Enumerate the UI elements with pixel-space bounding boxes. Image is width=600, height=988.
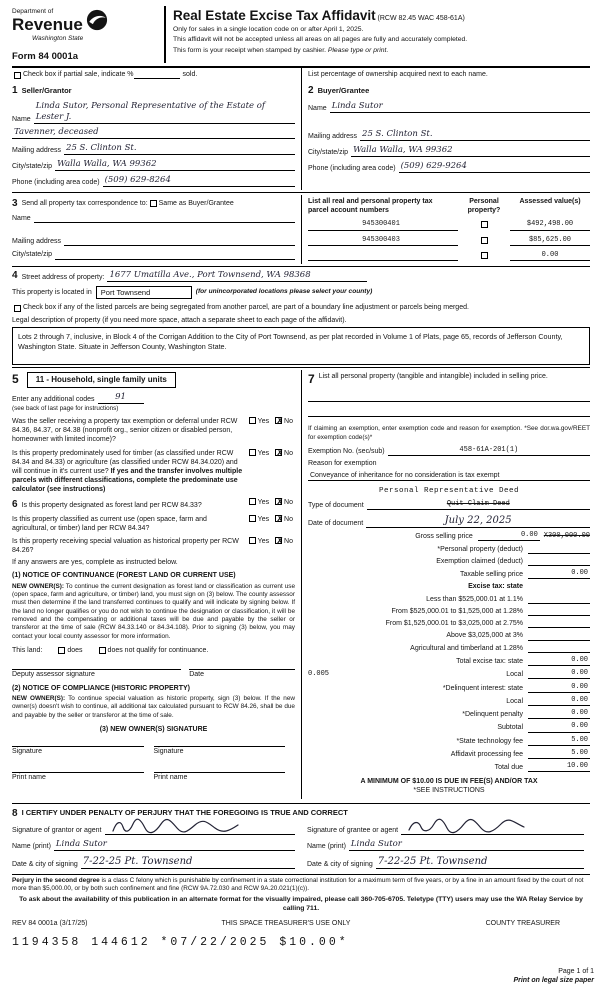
dor-logo-icon bbox=[86, 9, 108, 34]
corr-mailing-field[interactable] bbox=[64, 237, 295, 246]
receipt-note: This form is your receipt when stamped by cashier. bbox=[173, 46, 328, 54]
deputy-assessor-row bbox=[12, 659, 295, 679]
does-checkbox[interactable] bbox=[58, 647, 65, 654]
grantor-signature-field[interactable] bbox=[105, 826, 295, 835]
exemption-deferral-question bbox=[12, 417, 295, 444]
middle-section bbox=[12, 370, 590, 799]
new-owners-signature-title: (3) NEW OWNER(S) SIGNATURE bbox=[99, 726, 208, 734]
signature-label: Signature bbox=[153, 748, 184, 756]
local-rate-value: 0.005 bbox=[308, 670, 330, 679]
correspondence-label: Send all property tax correspondence to: bbox=[21, 200, 148, 208]
assessed-value-field[interactable]: $492,498.00 bbox=[510, 220, 590, 230]
q2-yes-checkbox[interactable] bbox=[249, 449, 256, 456]
bracket-1-field[interactable] bbox=[528, 596, 590, 604]
current-use-yes-checkbox[interactable] bbox=[249, 515, 256, 522]
partial-sale-checkbox[interactable] bbox=[14, 72, 21, 79]
dept-of-label: Department of bbox=[12, 8, 54, 15]
new-owner-printname-field[interactable] bbox=[12, 762, 144, 773]
subtotal-field[interactable]: 0.00 bbox=[528, 722, 590, 732]
property-section bbox=[12, 269, 590, 365]
no-label: No bbox=[284, 538, 293, 546]
personal-property-cell bbox=[458, 221, 510, 230]
notice-continuance-text: To continue the current designation as forest land or classification as current use (open space, farm and agriculture, or timber) land, you must sign on (3) below. The county assessor must then determine if the land transferred continues to qualify and will indicate by signing below. If the land no longer qualifies or you do not wish to continue the designation or classification, it will be removed and the compensating or additional taxes will be due and payable by the seller or transferor at the time of sale (RCW 84.33.140 or 84.34.108). Prior to signing (3) below, you may contact your local county assessor for more information. bbox=[12, 582, 295, 640]
washington-state-label: Washington State bbox=[32, 35, 84, 43]
exemption-claimed-field[interactable] bbox=[528, 558, 590, 566]
total-excise-state-label: Total excise tax: state bbox=[456, 658, 523, 666]
seller-csz-field[interactable]: Walla Walla, WA 99362 bbox=[55, 159, 295, 171]
type-of-document-field[interactable] bbox=[367, 499, 590, 510]
corr-name-label: Name bbox=[12, 215, 31, 223]
correspondence-parcels-section bbox=[12, 195, 590, 263]
forest-yes-checkbox[interactable] bbox=[249, 498, 256, 505]
minimum-due-note: A MINIMUM OF $10.00 IS DUE IN FEE(S) AND/OR TAX bbox=[360, 778, 538, 786]
segregated-checkbox[interactable] bbox=[14, 305, 21, 312]
grantor-date-city-field[interactable]: 7-22-25 Pt. Townsend bbox=[81, 855, 295, 869]
new-owner-signature-field[interactable] bbox=[154, 736, 286, 747]
no-label: No bbox=[284, 499, 293, 507]
parcel-number-field[interactable]: 945300403 bbox=[308, 236, 458, 246]
total-excise-state-field[interactable]: 0.00 bbox=[528, 656, 590, 666]
this-land-label: This land: bbox=[12, 646, 43, 654]
q2-no-checkbox[interactable]: ✗ bbox=[276, 447, 284, 458]
buyer-name-field[interactable]: Linda Sutor bbox=[330, 101, 590, 113]
any-yes-note: If any answers are yes, complete as instructed below. bbox=[12, 559, 178, 567]
personal-property-checkbox[interactable] bbox=[481, 237, 488, 244]
assessed-value-field[interactable]: $85,625.00 bbox=[510, 236, 590, 246]
right-column bbox=[301, 370, 590, 799]
buyer-mailing-label: Mailing address bbox=[308, 132, 358, 140]
buyer-mailing-field[interactable]: 25 S. Clinton St. bbox=[360, 129, 590, 141]
date-of-document-label: Date of document bbox=[308, 519, 364, 527]
delinquent-interest-state-label: *Delinquent interest: state bbox=[442, 684, 523, 692]
title-block bbox=[164, 6, 590, 63]
historic-yes-checkbox[interactable] bbox=[249, 537, 256, 544]
new-owner-signatures bbox=[12, 736, 295, 782]
current-use-no-checkbox[interactable]: ✗ bbox=[276, 514, 284, 525]
agency-block bbox=[12, 6, 164, 63]
divider bbox=[12, 192, 590, 193]
q1-no-checkbox[interactable]: ✗ bbox=[276, 416, 284, 427]
parcel-row bbox=[308, 236, 590, 246]
date-of-document-field[interactable]: July 22, 2025 bbox=[366, 514, 590, 528]
seller-grantor-block bbox=[12, 82, 301, 190]
exemption-no-field[interactable]: 458-61A-201(1) bbox=[388, 446, 590, 456]
print-name-label: Print name bbox=[153, 774, 188, 782]
grantee-name-label: Name (print) bbox=[307, 842, 346, 850]
section-4-number: 4 bbox=[12, 269, 18, 281]
section-3-number: 3 bbox=[12, 198, 18, 210]
grantor-signature-label: Signature of grantor or agent bbox=[12, 826, 102, 834]
affidavit-processing-fee-label: Affidavit processing fee bbox=[450, 751, 523, 758]
ownership-note: List percentage of ownership acquired next to each name. bbox=[301, 68, 590, 82]
predominate-use-text-a: Is this property predominately used for timber (as classified under RCW 84.34 and 84.33) or agriculture (as classified under RCW 84.34.020) and will continue in it's current use? bbox=[12, 449, 238, 475]
parcel-numbers-header: List all real and personal property tax parcel account numbers bbox=[308, 198, 433, 215]
does-label: does bbox=[67, 646, 83, 654]
yes-label: Yes bbox=[257, 499, 270, 507]
deputy-date-label: Date bbox=[189, 670, 205, 678]
bracket-2-label: From $525,000.01 to $1,525,000 at 1.28% bbox=[391, 607, 523, 615]
bracket-3-field[interactable] bbox=[528, 620, 590, 628]
personal-property-checkbox[interactable] bbox=[481, 221, 488, 228]
legal-description-field[interactable]: Lots 2 through 7, inclusive, in Block 4 of the Corrigan Addition to the City of Port Townsend, as per plat recorded in Volume 1 of Plats, page 65, records of Jefferson County, Washington State. Situate in Jefferson County, Washington State. bbox=[12, 327, 590, 365]
form-header bbox=[12, 6, 590, 68]
sold-label: sold. bbox=[182, 70, 198, 78]
deputy-signature-field[interactable] bbox=[12, 659, 181, 670]
agricultural-timberland-field[interactable] bbox=[528, 645, 590, 653]
section-1-number: 1 bbox=[12, 84, 18, 96]
no-label: No bbox=[284, 516, 293, 524]
rev-number: REV 84 0001a (3/17/25) bbox=[12, 920, 88, 928]
notice-compliance-title: (2) NOTICE OF COMPLIANCE (HISTORIC PROPERTY) bbox=[12, 685, 190, 693]
grantor-date-city-label: Date & city of signing bbox=[12, 860, 78, 868]
print-legal-size-note: Print on legal size paper bbox=[513, 976, 594, 984]
notice-compliance-body bbox=[12, 695, 295, 720]
gross-selling-price-row bbox=[308, 531, 590, 541]
additional-codes-note: (see back of last page for instructions) bbox=[12, 405, 119, 413]
partial-sale-label: Check box if partial sale, indicate % bbox=[23, 70, 134, 78]
type-of-document-label: Type of document bbox=[308, 501, 364, 509]
header-note-3 bbox=[173, 47, 590, 56]
predominate-use-question bbox=[12, 449, 295, 494]
yes-label: Yes bbox=[257, 418, 270, 426]
partial-sale-left bbox=[12, 68, 301, 82]
page-indicator: Page 1 of 1 bbox=[558, 967, 594, 975]
gross-selling-price-label: Gross selling price bbox=[415, 533, 473, 541]
historic-property-question bbox=[12, 537, 295, 555]
section-6-number: 6 bbox=[12, 499, 18, 511]
personal-property-intro: List all personal property (tangible and intangible) included in selling price. bbox=[318, 372, 548, 380]
grantor-name-label: Name (print) bbox=[12, 842, 51, 850]
deputy-date-field[interactable] bbox=[189, 659, 295, 670]
cashier-stamp: 1194358 144612 *07/22/2025 $10.00* bbox=[12, 936, 349, 950]
personal-property-field[interactable] bbox=[308, 406, 590, 417]
buyer-phone-field[interactable]: (509) 629-9264 bbox=[399, 161, 590, 173]
bracket-2-field[interactable] bbox=[528, 608, 590, 616]
seller-name-label: Name bbox=[12, 115, 31, 123]
does-not-label: does not qualify for continuance. bbox=[107, 646, 209, 654]
yes-label: Yes bbox=[257, 449, 270, 457]
reason-for-exemption-label: Reason for exemption bbox=[308, 460, 377, 467]
taxable-selling-price-label: Taxable selling price bbox=[459, 571, 523, 579]
delinquent-penalty-field[interactable]: 0.00 bbox=[528, 709, 590, 719]
no-label: No bbox=[284, 418, 293, 426]
additional-codes-field[interactable]: 91 bbox=[98, 392, 144, 404]
header-note-1: Only for sales in a single location code on or after April 1, 2025. bbox=[173, 26, 364, 34]
see-instructions-note: *SEE INSTRUCTIONS bbox=[413, 787, 485, 795]
land-qualify-row bbox=[12, 646, 295, 655]
bracket-4-field[interactable] bbox=[528, 633, 590, 641]
crossed-out-document-type: Quit Claim Deed bbox=[446, 499, 510, 508]
gross-selling-price-field[interactable]: 0.00 bbox=[478, 531, 540, 541]
section-7-number: 7 bbox=[308, 371, 315, 386]
revenue-wordmark: Revenue bbox=[12, 15, 83, 35]
located-in-label: This property is located in bbox=[12, 289, 92, 297]
divider bbox=[12, 367, 590, 368]
predominate-use-text bbox=[12, 449, 247, 494]
seller-title: Seller/Grantor bbox=[21, 85, 72, 95]
grantee-signature-scribble bbox=[407, 818, 527, 836]
parcels-header-row bbox=[308, 197, 590, 215]
bracket-3-label: From $1,525,000.01 to $3,025,000 at 2.75% bbox=[385, 620, 523, 628]
personal-property-checkbox[interactable] bbox=[481, 252, 488, 259]
new-owner-signature-field[interactable] bbox=[12, 736, 144, 747]
local-tax-field[interactable]: 0.00 bbox=[528, 669, 590, 679]
corr-mailing-label: Mailing address bbox=[12, 238, 62, 246]
section-5-number: 5 bbox=[12, 372, 19, 387]
section-2-number: 2 bbox=[308, 84, 314, 96]
grantee-name-field[interactable]: Linda Sutor bbox=[349, 839, 584, 851]
forest-no-checkbox[interactable]: ✗ bbox=[276, 497, 284, 508]
does-not-checkbox[interactable] bbox=[99, 647, 106, 654]
notice-continuance-body bbox=[12, 583, 295, 641]
no-label: No bbox=[284, 449, 293, 457]
buyer-csz-field[interactable]: Walla Walla, WA 99362 bbox=[351, 145, 590, 157]
street-address-field[interactable]: 1677 Umatilla Ave., Port Townsend, WA 98368 bbox=[107, 270, 367, 282]
same-as-buyer-label: Same as Buyer/Grantee bbox=[158, 200, 234, 208]
forest-land-question bbox=[12, 498, 295, 511]
personal-property-cell bbox=[458, 252, 510, 261]
current-use-text: Is this property classified as current use (open space, farm and agricultural, or timber) land per RCW 84.34? bbox=[12, 516, 207, 533]
deputy-signature-label: Deputy assessor signature bbox=[12, 670, 95, 678]
type-or-print-note: Please type or print. bbox=[327, 46, 389, 54]
q1-yes-checkbox[interactable] bbox=[249, 417, 256, 424]
print-name-label: Print name bbox=[12, 774, 46, 782]
parcel-row bbox=[308, 220, 590, 230]
divider bbox=[12, 874, 590, 875]
delinquent-interest-local-field[interactable]: 0.00 bbox=[528, 696, 590, 706]
perjury-rest: is a class C felony which is punishable by confinement in a state correctional institution for a maximum term of five years, or by a fine in an amount fixed by the court of not more than $5,000.00, or by both such confinement and fine (RCW 9A.72.030 and RCW 9A.20.021(1)(c)). bbox=[12, 876, 584, 893]
additional-codes-label: Enter any additional codes bbox=[12, 396, 95, 403]
parcel-number-field[interactable]: 945300401 bbox=[308, 220, 458, 230]
personal-property-deduct-field[interactable] bbox=[528, 546, 590, 554]
grantor-name-field[interactable]: Linda Sutor bbox=[54, 839, 295, 851]
correspondence-block bbox=[12, 195, 301, 263]
parcels-table bbox=[301, 195, 590, 263]
rcw-reference: (RCW 82.45 WAC 458-61A) bbox=[377, 15, 465, 22]
bracket-4-label: Above $3,025,000 at 3% bbox=[446, 632, 523, 640]
buyer-csz-label: City/state/zip bbox=[308, 149, 349, 157]
personal-property-cell bbox=[458, 237, 510, 246]
current-use-question bbox=[12, 515, 295, 533]
yes-label: Yes bbox=[257, 516, 270, 524]
state-technology-fee-field[interactable]: 5.00 bbox=[528, 736, 590, 746]
seller-name-field-line2[interactable]: Tavenner, deceased bbox=[12, 127, 295, 139]
bracket-1-label: Less than $525,000.01 at 1.1% bbox=[426, 595, 523, 603]
corner-notes bbox=[513, 967, 594, 985]
parties-section bbox=[12, 82, 590, 190]
alternate-format-note: To ask about the availability of this publication in an alternate format for the visually impaired, please call 360-705-6705. Teletype (TTY) users may use the WA Relay Service by calling 711. bbox=[19, 896, 583, 913]
certification-section bbox=[12, 803, 590, 872]
seller-phone-field[interactable]: (509) 629-8264 bbox=[103, 175, 295, 187]
crossed-out-gross-price: X300,000.00 bbox=[543, 532, 590, 541]
grantee-date-city-label: Date & city of signing bbox=[307, 860, 373, 868]
form-number: Form 84 0001a bbox=[12, 50, 79, 62]
new-owner-printname-field[interactable] bbox=[154, 762, 286, 773]
left-column bbox=[12, 370, 301, 799]
perjury-statement bbox=[12, 877, 590, 894]
seller-mailing-label: Mailing address bbox=[12, 147, 62, 155]
parcel-number-field[interactable] bbox=[308, 252, 458, 261]
subtotal-label: Subtotal bbox=[497, 724, 523, 732]
document-type-typed: Personal Representative Deed bbox=[378, 487, 520, 496]
certify-statement: I CERTIFY UNDER PENALTY OF PERJURY THAT THE FOREGOING IS TRUE AND CORRECT bbox=[21, 808, 348, 818]
parcel-row bbox=[308, 251, 590, 261]
state-technology-fee-label: *State technology fee bbox=[456, 737, 523, 745]
agricultural-timberland-label: Agricultural and timberland at 1.28% bbox=[410, 644, 523, 652]
grantee-signature-block bbox=[301, 820, 590, 872]
legal-description-label: Legal description of property (if you need more space, attach a separate sheet to each page of the affidavit). bbox=[12, 316, 347, 324]
personal-property-field[interactable] bbox=[308, 391, 590, 402]
buyer-phone-label: Phone (including area code) bbox=[308, 165, 396, 173]
assessed-value-field[interactable]: 0.00 bbox=[510, 251, 590, 261]
seller-mailing-field[interactable]: 25 S. Clinton St. bbox=[64, 143, 295, 155]
header-note-2: This affidavit will not be accepted unless all areas on all pages are fully and accurately completed. bbox=[173, 36, 468, 44]
forest-land-text: Is this property designated as forest land per RCW 84.33? bbox=[21, 502, 202, 510]
grantee-signature-field[interactable] bbox=[401, 826, 584, 835]
same-as-buyer-checkbox[interactable] bbox=[150, 200, 157, 207]
personal-property-header: Personal property? bbox=[467, 198, 501, 215]
total-due-field[interactable]: 10.00 bbox=[528, 762, 590, 772]
new-owners-lead: NEW OWNER(S): bbox=[12, 695, 66, 703]
county-treasurer-label: COUNTY TREASURER bbox=[485, 920, 561, 928]
grantee-signature-label: Signature of grantee or agent bbox=[307, 826, 399, 834]
affidavit-processing-fee-field[interactable]: 5.00 bbox=[528, 749, 590, 759]
located-in-select[interactable]: Port Townsend bbox=[96, 286, 192, 300]
delinquent-interest-state-field[interactable]: 0.00 bbox=[528, 683, 590, 693]
exemption-deferral-text: Was the seller receiving a property tax exemption or deferral under RCW 84.36, 84.37, or 84.38 (nonprofit org., senior citizen or disabled person, homeowner with limited income)? bbox=[12, 418, 238, 444]
partial-percent-field[interactable] bbox=[134, 70, 180, 79]
total-due-label: Total due bbox=[494, 764, 523, 772]
assessed-values-header: Assessed value(s) bbox=[519, 198, 581, 206]
corr-name-field[interactable] bbox=[34, 214, 295, 223]
land-use-code-field[interactable]: 11 - Household, single family units bbox=[27, 372, 176, 388]
perjury-lead: Perjury in the second degree bbox=[12, 876, 100, 884]
exemption-no-label: Exemption No. (sec/sub) bbox=[308, 447, 385, 455]
exemption-claimed-label: Exemption claimed (deduct) bbox=[436, 557, 523, 565]
taxable-selling-price-field[interactable]: 0.00 bbox=[528, 569, 590, 579]
local-tax-label: Local bbox=[506, 671, 523, 679]
divider bbox=[12, 266, 590, 267]
buyer-title: Buyer/Grantee bbox=[317, 85, 370, 95]
buyer-grantee-block bbox=[301, 82, 590, 190]
grantor-signature-scribble bbox=[111, 818, 241, 836]
street-address-label: Street address of property: bbox=[21, 273, 105, 281]
reason-for-exemption-field[interactable]: Conveyance of inheritance for no consideration is tax exempt bbox=[308, 471, 590, 481]
section-8-number: 8 bbox=[12, 807, 18, 819]
grantee-date-city-field[interactable]: 7-22-25 Pt. Townsend bbox=[376, 855, 584, 869]
historic-property-text: Is this property receiving special valuation as historical property per RCW 84.26? bbox=[12, 538, 239, 555]
seller-name-field[interactable]: Linda Sutor, Personal Representative of the Estate of Lester J. bbox=[34, 101, 295, 124]
seller-csz-label: City/state/zip bbox=[12, 163, 53, 171]
delinquent-interest-local-label: Local bbox=[506, 697, 523, 705]
signature-label: Signature bbox=[12, 748, 42, 756]
notice-continuance-title: (1) NOTICE OF CONTINUANCE (FOREST LAND OR CURRENT USE) bbox=[12, 572, 236, 580]
personal-property-deduct-label: *Personal property (deduct) bbox=[437, 545, 523, 553]
form-title: Real Estate Excise Tax Affidavit bbox=[173, 8, 376, 23]
corr-csz-field[interactable] bbox=[55, 251, 295, 260]
yes-label: Yes bbox=[257, 538, 270, 546]
seller-phone-label: Phone (including area code) bbox=[12, 179, 100, 187]
treasurer-use-label: THIS SPACE TREASURER'S USE ONLY bbox=[221, 920, 351, 928]
buyer-name-label: Name bbox=[308, 104, 327, 112]
located-in-note: (for unincorporated locations please select your county) bbox=[195, 288, 373, 296]
segregated-label: Check box if any of the listed parcels are being segregated from another parcel, are part of a boundary line adjustment or parcels being merged. bbox=[23, 304, 469, 312]
form-footer bbox=[12, 876, 594, 984]
exemption-note: If claiming an exemption, enter exemption code and reason for exemption. *See dor.wa.gov/REET for exemption code(s)* bbox=[308, 425, 590, 441]
predominate-use-text-b: If yes and the transfer involves multiple parcels with different classifications, complete the predominate use calculator (see instructions) bbox=[12, 467, 243, 493]
new-owners-lead: NEW OWNER(S): bbox=[12, 582, 64, 590]
historic-no-checkbox[interactable]: ✗ bbox=[276, 536, 284, 547]
excise-tax-state-header: Excise tax: state bbox=[468, 583, 523, 591]
delinquent-penalty-label: *Delinquent penalty bbox=[462, 711, 523, 719]
grantor-signature-block bbox=[12, 820, 301, 872]
partial-sale-row bbox=[12, 68, 590, 82]
corr-csz-label: City/state/zip bbox=[12, 251, 53, 259]
notice-compliance-text: To continue special valuation as historic property, sign (3) below. If the new owner(s) doesn't wish to continue, all additional tax calculated pursuant to RCW 84.26, shall be due and payable by the seller or transferor at the time of sale. bbox=[12, 695, 295, 719]
